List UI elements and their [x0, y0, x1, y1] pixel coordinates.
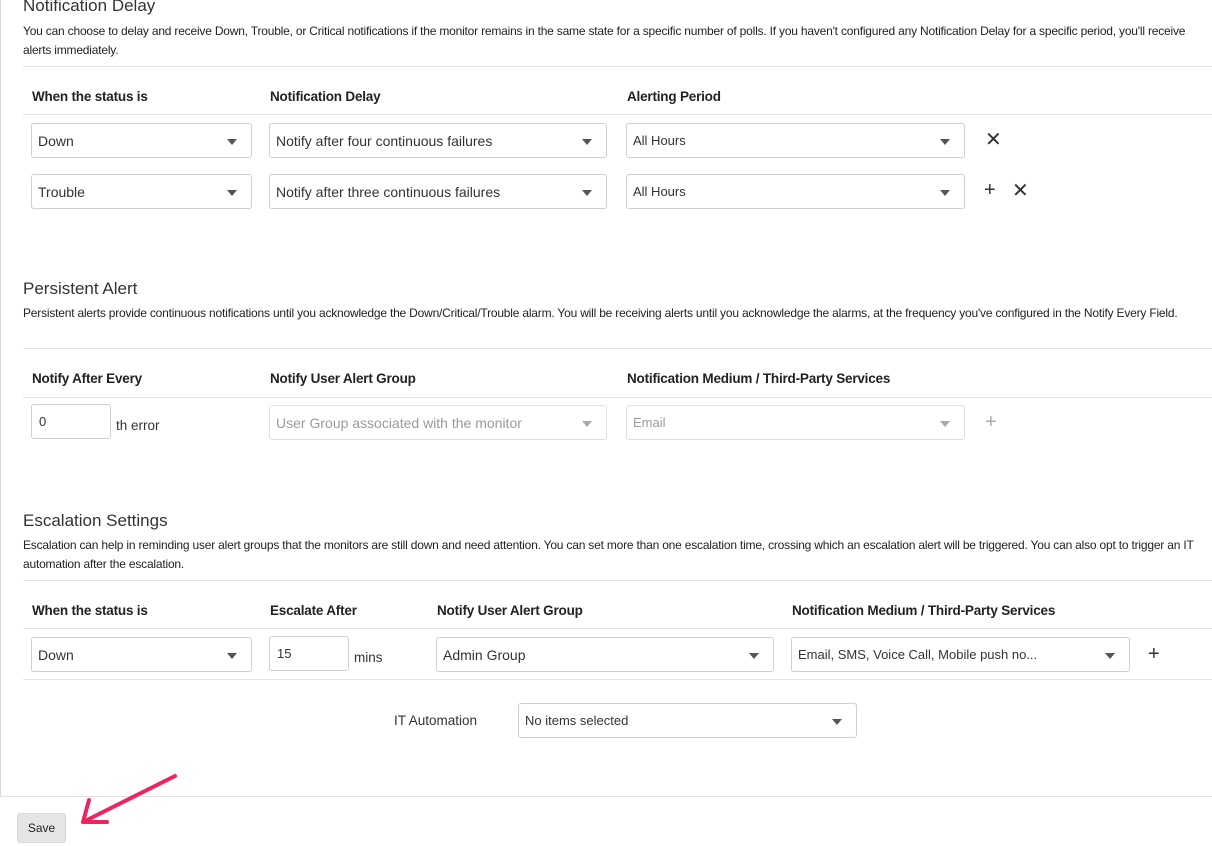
alerting-period-select-value: All Hours — [633, 184, 686, 199]
col-header-alerting-period: Alerting Period — [627, 89, 721, 104]
divider — [23, 679, 1212, 680]
status-select-value: Down — [38, 132, 74, 149]
notification-delay-select[interactable] — [269, 123, 607, 158]
chevron-down-icon — [749, 653, 759, 659]
plus-icon: + — [985, 411, 997, 433]
escalation-status-select[interactable] — [31, 637, 252, 672]
notify-every-input[interactable] — [31, 404, 111, 439]
chevron-down-icon — [940, 190, 950, 196]
divider — [23, 114, 1212, 115]
notification-delay-title: Notification Delay — [23, 0, 156, 15]
col-header-notify-user-alert-group: Notify User Alert Group — [437, 603, 583, 618]
persistent-alert-description: Persistent alerts provide continuous notifications until you acknowledge the Down/Critical/Trouble alarm. You will be receiving alerts until you acknowledge the alarms, at the frequency you've configured in the Notify Every Field. — [23, 306, 1178, 320]
escalation-user-group-value: Admin Group — [443, 646, 526, 663]
status-select-value: Trouble — [38, 183, 85, 200]
it-automation-select[interactable] — [518, 703, 857, 738]
escalation-medium-select[interactable] — [791, 637, 1130, 672]
col-header-notification-medium: Notification Medium / Third-Party Services — [627, 371, 891, 386]
chevron-down-icon — [940, 421, 950, 427]
persistent-user-group-select — [269, 405, 607, 440]
chevron-down-icon — [582, 139, 592, 145]
alerting-period-select-value: All Hours — [633, 133, 686, 148]
plus-icon[interactable]: + — [984, 179, 996, 201]
col-header-status: When the status is — [32, 603, 148, 618]
divider — [23, 628, 1212, 629]
status-select[interactable] — [31, 123, 252, 158]
escalation-medium-value: Email, SMS, Voice Call, Mobile push no... — [798, 647, 1038, 662]
chevron-down-icon — [940, 139, 950, 145]
persistent-medium-select — [626, 405, 965, 440]
escalate-after-input[interactable] — [269, 636, 349, 671]
persistent-user-group-value: User Group associated with the monitor — [276, 414, 522, 431]
escalation-title: Escalation Settings — [23, 511, 168, 530]
close-icon[interactable]: ✕ — [985, 129, 1002, 151]
escalation-user-group-select[interactable] — [436, 637, 774, 672]
notification-delay-select-value: Notify after four continuous failures — [276, 132, 493, 149]
divider — [23, 66, 1212, 67]
col-header-notify-user-alert-group: Notify User Alert Group — [270, 371, 416, 386]
close-icon[interactable]: ✕ — [1012, 180, 1029, 202]
status-select[interactable] — [31, 174, 252, 209]
col-header-notify-after-every: Notify After Every — [32, 371, 142, 386]
alerting-period-select[interactable] — [626, 174, 965, 209]
escalation-status-value: Down — [38, 646, 74, 663]
chevron-down-icon — [227, 653, 237, 659]
notification-delay-select-value: Notify after three continuous failures — [276, 183, 501, 200]
chevron-down-icon — [1105, 653, 1115, 659]
it-automation-value: No items selected — [525, 713, 629, 728]
chevron-down-icon — [582, 421, 592, 427]
it-automation-label: IT Automation — [394, 713, 478, 728]
persistent-medium-value: Email — [633, 415, 666, 430]
chevron-down-icon — [227, 190, 237, 196]
divider — [23, 580, 1212, 581]
col-header-notification-delay: Notification Delay — [270, 89, 381, 104]
chevron-down-icon — [832, 719, 842, 725]
divider — [23, 397, 1212, 398]
divider — [23, 348, 1212, 349]
col-header-status: When the status is — [32, 89, 148, 104]
chevron-down-icon — [227, 139, 237, 145]
save-button[interactable]: Save — [17, 813, 66, 843]
persistent-alert-title: Persistent Alert — [23, 279, 138, 298]
col-header-escalate-after: Escalate After — [270, 603, 357, 618]
plus-icon[interactable]: + — [1148, 643, 1160, 665]
escalate-after-unit: mins — [354, 650, 383, 665]
alerting-period-select[interactable] — [626, 123, 965, 158]
notify-every-suffix: th error — [116, 418, 160, 433]
chevron-down-icon — [582, 190, 592, 196]
col-header-notification-medium: Notification Medium / Third-Party Services — [792, 603, 1056, 618]
notification-delay-select[interactable] — [269, 174, 607, 209]
notification-delay-description: You can choose to delay and receive Down, Trouble, or Critical notifications if the monitor remains in the same state for a specific number of polls. If you haven't configured any Notification Delay for a specific period, you'll receive alerts immediately. — [23, 24, 1186, 57]
annotation-arrow-icon — [75, 772, 185, 828]
escalation-description: Escalation can help in reminding user alert groups that the monitors are still down and need attention. You can set more than one escalation time, crossing which an escalation alert will be triggered. You can also opt to trigger an IT automation after the escalation. — [23, 538, 1194, 571]
page-left-border — [0, 0, 1, 796]
